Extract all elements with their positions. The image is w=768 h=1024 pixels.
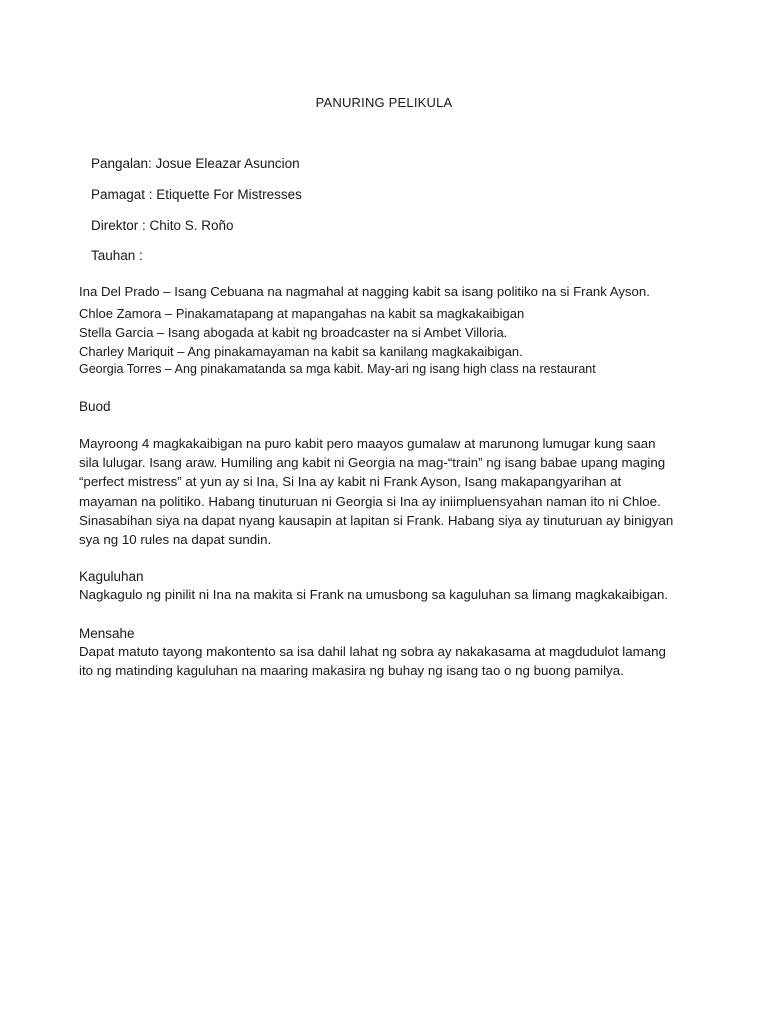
character-line-stella: Stella Garcia – Isang abogada at kabit ng broadcaster na si Ambet Villoria. bbox=[79, 325, 508, 340]
character-line-ina: Ina Del Prado – Isang Cebuana na nagmahal at nagging kabit sa isang politiko na si Frank Ayson. bbox=[79, 284, 650, 299]
paragraph-line: Mayroong 4 magkakaibigan na puro kabit pero maayos gumalaw at marunong lumugar kung saan bbox=[79, 436, 656, 451]
paragraph-line: sila lulugar. Isang araw. Humiling ang kabit ni Georgia na mag-“train” ng isang babae upang maging bbox=[79, 455, 666, 471]
paragraph-line: Sinasabihan siya na dapat nyang kausapin at lapitan si Frank. Habang siya ay tinuturuan ay binigyan bbox=[79, 512, 674, 528]
section-body-mensahe bbox=[79, 642, 691, 680]
paragraph-line: Dapat matuto tayong makontento sa isa dahil lahat ng sobra ay nakakasama at magdudulot lamang bbox=[79, 644, 666, 659]
character-line-chloe: Chloe Zamora – Pinakamatapang at mapangahas na kabit sa magkakaibigan bbox=[79, 306, 525, 321]
section-heading-mensahe: Mensahe bbox=[79, 626, 135, 641]
character-line-georgia: Georgia Torres – Ang pinakamatanda sa mga kabit. May-ari ng isang high class na restaurant bbox=[79, 362, 596, 376]
section-heading-buod: Buod bbox=[79, 399, 111, 414]
paragraph-line: Nagkagulo ng pinilit ni Ina na makita si Frank na umusbong sa kaguluhan sa limang magkakaibigan. bbox=[79, 587, 669, 602]
paragraph-line: mayaman na politiko. Habang tinuturuan ni Georgia si Ina ay iniimpluensyahan naman ito ni Chloe. bbox=[79, 493, 661, 509]
document-title: PANURING PELIKULA bbox=[315, 95, 453, 110]
paragraph-line: sya ng 10 rules na dapat sundin. bbox=[79, 532, 272, 548]
character-line-charley: Charley Mariquit – Ang pinakamayaman na kabit sa kanilang magkakaibigan. bbox=[79, 344, 523, 359]
paragraph-line: “perfect mistress” at yun ay si Ina, Si Ina ay kabit ni Frank Ayson, Isang makapangyarihan at bbox=[79, 474, 622, 490]
info-tauhan: Tauhan : bbox=[91, 248, 143, 263]
info-direktor: Direktor : Chito S. Roño bbox=[91, 218, 234, 233]
section-body-kaguluhan bbox=[79, 585, 691, 604]
section-body-buod bbox=[79, 434, 691, 549]
section-heading-kaguluhan: Kaguluhan bbox=[79, 569, 144, 584]
paragraph-line: ito ng matinding kaguluhan na maaring makasira ng buhay ng isang tao o ng buong pamilya. bbox=[79, 663, 624, 679]
info-pangalan: Pangalan: Josue Eleazar Asuncion bbox=[91, 156, 300, 171]
info-pamagat: Pamagat : Etiquette For Mistresses bbox=[91, 187, 302, 202]
